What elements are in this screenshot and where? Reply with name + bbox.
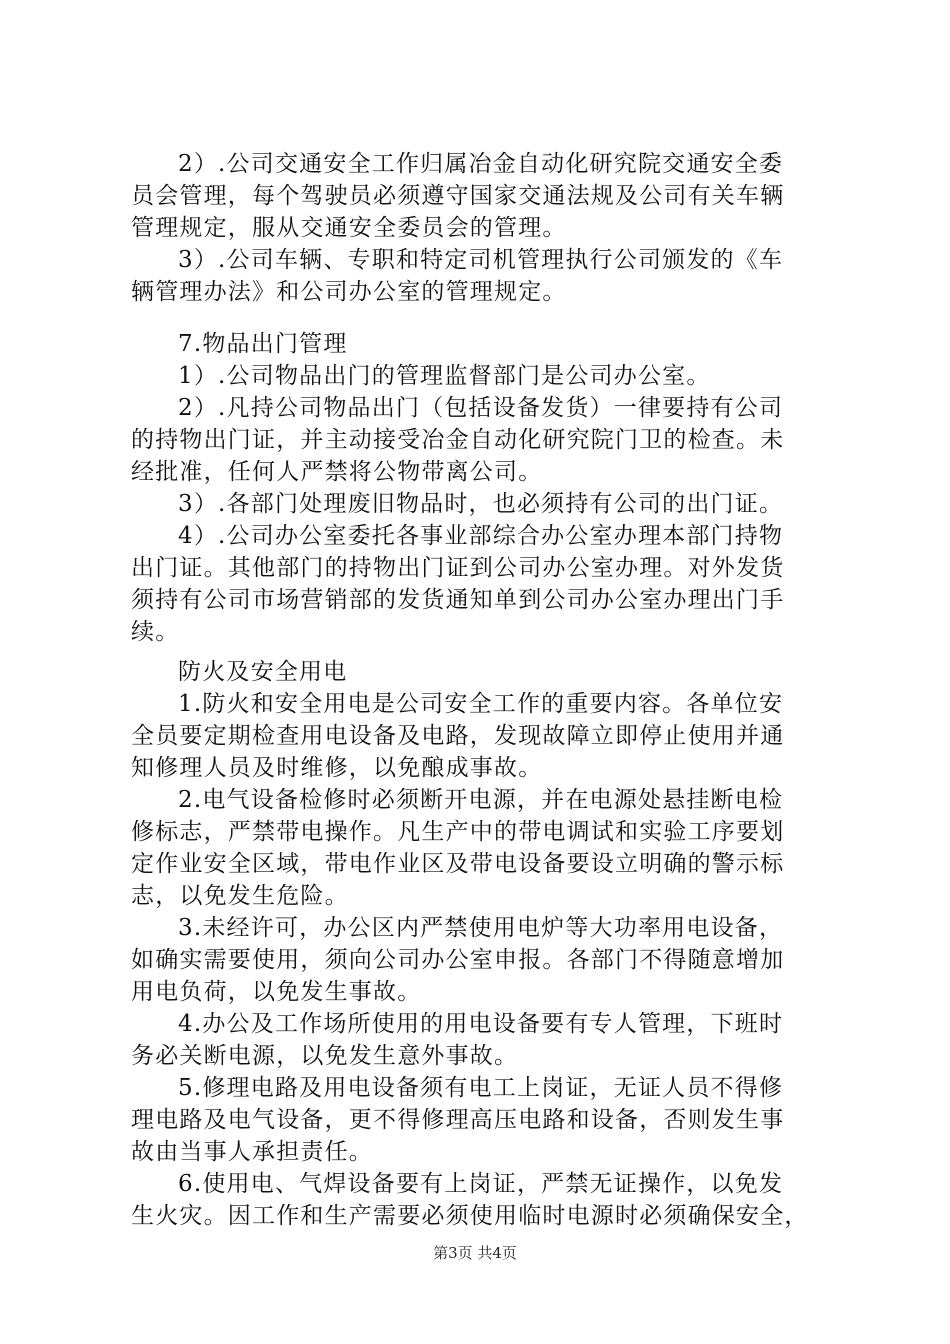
text-line: 4）.公司办公室委托各事业部综合办公室办理本部门持物 (178, 523, 784, 549)
text-line: 故由当事人承担责任。 (131, 1139, 373, 1165)
text-line: 2）.凡持公司物品出门（包括设备发货）一律要持有公司 (178, 395, 784, 421)
text-line: 务必关断电源，以免发生意外事故。 (131, 1043, 519, 1069)
text-line: 3.未经许可，办公区内严禁使用电炉等大功率用电设备， (178, 915, 784, 941)
text-line: 1.防火和安全用电是公司安全工作的重要内容。各单位安 (178, 691, 784, 717)
text-line: 经批准，任何人严禁将公物带离公司。 (131, 459, 543, 485)
text-line: 5.修理电路及用电设备须有电工上岗证，无证人员不得修 (178, 1075, 784, 1101)
text-line: 辆管理办法》和公司办公室的管理规定。 (131, 279, 567, 305)
text-line: 4.办公及工作场所使用的用电设备要有专人管理，下班时 (178, 1011, 784, 1037)
text-line: 知修理人员及时维修，以免酿成事故。 (131, 755, 543, 781)
text-line: 修标志，严禁带电操作。凡生产中的带电调试和实验工序要划 (131, 819, 785, 845)
text-line: 出门证。其他部门的持物出门证到公司办公室办理。对外发货 (131, 555, 785, 581)
section-heading: 防火及安全用电 (178, 659, 348, 685)
text-line: 生火灾。因工作和生产需要必须使用临时电源时必须确保安全， (131, 1203, 809, 1229)
text-line: 的持物出门证，并主动接受冶金自动化研究院门卫的检查。未 (131, 427, 785, 453)
text-line: 续。 (131, 619, 180, 645)
section-heading: 7.物品出门管理 (178, 331, 348, 357)
text-line: 2）.公司交通安全工作归属冶金自动化研究院交通安全委 (178, 151, 784, 177)
text-line: 3）.各部门处理废旧物品时，也必须持有公司的出门证。 (178, 491, 784, 517)
text-line: 员会管理，每个驾驶员必须遵守国家交通法规及公司有关车辆 (131, 183, 785, 209)
text-line: 全员要定期检查用电设备及电路，发现故障立即停止使用并通 (131, 723, 785, 749)
text-line: 1）.公司物品出门的管理监督部门是公司办公室。 (178, 363, 711, 389)
text-line: 志，以免发生危险。 (131, 883, 349, 909)
text-line: 理电路及电气设备，更不得修理高压电路和设备，否则发生事 (131, 1107, 785, 1133)
text-line: 3）.公司车辆、专职和特定司机管理执行公司颁发的《车 (178, 247, 784, 273)
text-line: 管理规定，服从交通安全委员会的管理。 (131, 215, 567, 241)
text-line: 如确实需要使用，须向公司办公室申报。各部门不得随意增加 (131, 947, 785, 973)
text-line: 6.使用电、气焊设备要有上岗证，严禁无证操作，以免发 (178, 1171, 784, 1197)
text-line: 须持有公司市场营销部的发货通知单到公司办公室办理出门手 (131, 587, 785, 613)
text-line: 2.电气设备检修时必须断开电源，并在电源处悬挂断电检 (178, 787, 784, 813)
page-footer: 第3页 共4页 (433, 1244, 517, 1262)
text-line: 用电负荷，以免发生事故。 (131, 979, 422, 1005)
text-line: 定作业安全区域，带电作业区及带电设备要设立明确的警示标 (131, 851, 785, 877)
